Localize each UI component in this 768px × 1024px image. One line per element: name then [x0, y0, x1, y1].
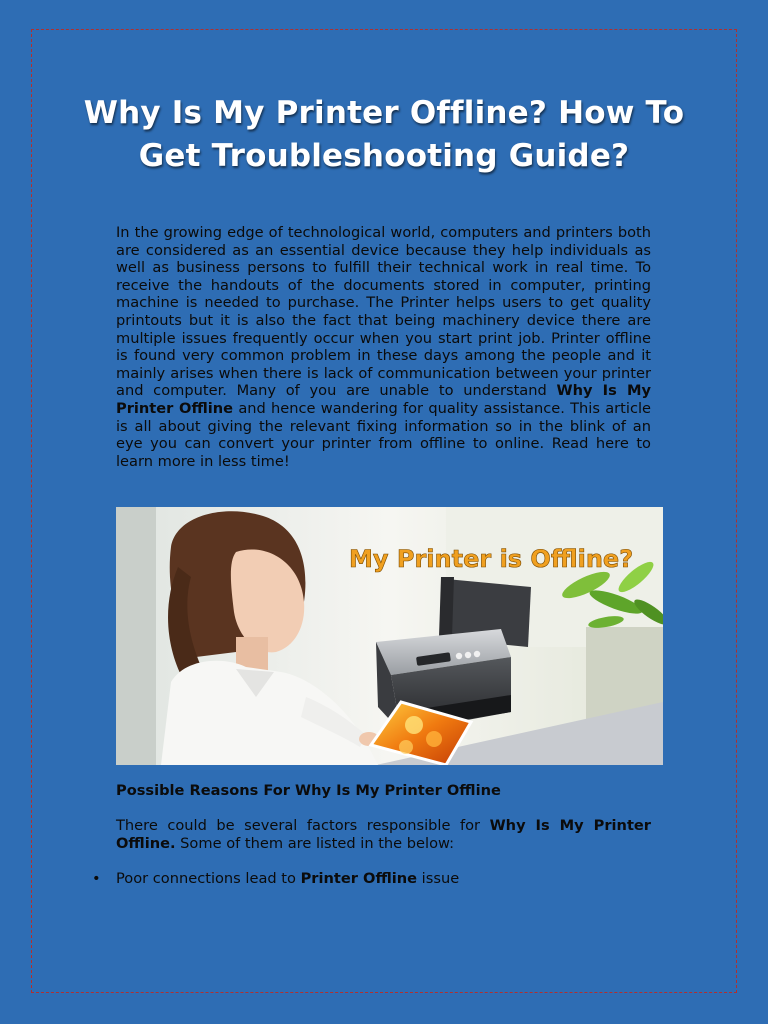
- reasons-text-part-1: There could be several factors responsible for: [116, 817, 490, 834]
- reasons-heading-rest: My Printer Offline: [350, 782, 501, 799]
- intro-text-part-1: In the growing edge of technological world, computers and printers both are considered as an essential device because they help individuals as well as business persons to fulfill their technical work in real time. To receive the handouts of the documents stored in computer, printing machine is needed to purchase. The Printer helps users to get quality printouts but it is also the fact that being machinery device there are multiple issues frequently occur when you start print job. Printer offline is found very common problem in these days among the people and it mainly arises when there is lack of communication between your printer and computer. Many of you are unable to understand: [116, 224, 651, 400]
- intro-text-part-2: and hence wandering for quality assistance. This article is all about giving the relevant fixing information so in the blink of an eye you can convert your printer from offline to online. Read here to learn more in less time!: [116, 399, 651, 470]
- list-item: [90, 870, 459, 887]
- image-caption: My Printer is Offline?: [349, 545, 634, 573]
- reasons-heading-bold: Possible Reasons For Why Is: [116, 782, 351, 799]
- reasons-list: [90, 870, 459, 887]
- reasons-text-part-2: Some of them are listed in the below:: [175, 834, 455, 852]
- intro-paragraph: [116, 224, 651, 470]
- page-title-line-2: Get Troubleshooting Guide?: [138, 138, 630, 174]
- page-title-line-1: Why Is My Printer Offline? How To: [83, 95, 685, 131]
- list-item-suffix: issue: [417, 870, 460, 887]
- reasons-heading: [116, 782, 501, 799]
- reasons-paragraph: [116, 817, 651, 852]
- printer-offline-illustration: [116, 507, 663, 765]
- reasons-bold-phrase: Why Is My Printer Offline.: [116, 817, 652, 852]
- page-title: [20, 92, 748, 178]
- list-item-text: Poor connections lead to: [116, 870, 301, 887]
- bullet-icon: •: [92, 870, 101, 887]
- intro-bold-phrase: Why Is My Printer Offline: [116, 382, 651, 417]
- list-item-bold: Printer Offline: [300, 870, 418, 887]
